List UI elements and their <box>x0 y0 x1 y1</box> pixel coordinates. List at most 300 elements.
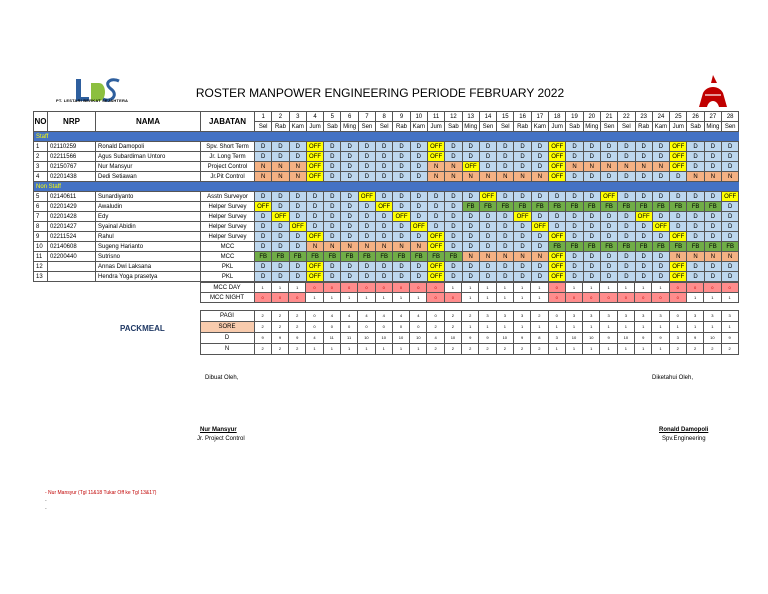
shift-cell: D <box>583 152 600 162</box>
employee-name: Annas Dwi Laksana <box>96 262 201 272</box>
packmeal-value: 10 <box>444 333 461 344</box>
shift-cell: D <box>272 242 289 252</box>
shift-cell: D <box>497 142 514 152</box>
shift-cell: OFF <box>549 232 566 242</box>
day-name: Ming <box>583 122 600 132</box>
blank-cell <box>33 344 200 355</box>
shift-cell: D <box>479 162 496 172</box>
shift-cell: D <box>704 232 721 242</box>
shift-cell: D <box>324 192 341 202</box>
shift-cell: D <box>687 192 704 202</box>
packmeal-value: 2 <box>254 322 271 333</box>
shift-cell: D <box>255 272 272 282</box>
packmeal-value: 0 <box>340 322 357 333</box>
shift-cell: N <box>306 242 323 252</box>
employee-position: Project Control <box>201 162 255 172</box>
shift-cell: OFF <box>410 222 427 232</box>
shift-cell: D <box>549 212 566 222</box>
packmeal-value: 1 <box>513 322 530 333</box>
packmeal-value: 2 <box>271 322 288 333</box>
shift-cell: D <box>635 172 652 182</box>
employee-position: Helper Survey <box>201 202 255 212</box>
shift-cell: D <box>341 172 358 182</box>
day-number: 12 <box>445 112 462 122</box>
employee-nrp: 02110259 <box>48 142 96 152</box>
shift-cell: D <box>635 232 652 242</box>
shift-cell: FB <box>410 252 427 262</box>
shift-cell: D <box>462 262 479 272</box>
mcc-value: 0 <box>704 283 721 293</box>
shift-cell: D <box>497 152 514 162</box>
shift-cell: FB <box>670 242 687 252</box>
shift-cell: D <box>324 222 341 232</box>
shift-cell: D <box>566 142 583 152</box>
packmeal-value: 1 <box>617 344 634 355</box>
packmeal-value: 3 <box>548 333 565 344</box>
shift-cell: D <box>618 262 635 272</box>
shift-cell: FB <box>635 242 652 252</box>
shift-cell: D <box>445 142 462 152</box>
employee-name: Sutrisno <box>96 252 201 262</box>
shift-cell: FB <box>618 242 635 252</box>
shift-cell: N <box>600 162 617 172</box>
table-row <box>34 262 739 272</box>
day-number: 1 <box>255 112 272 122</box>
shift-cell: D <box>410 162 427 172</box>
day-number: 18 <box>549 112 566 122</box>
shift-cell: OFF <box>462 162 479 172</box>
mcc-label: MCC DAY <box>200 283 254 293</box>
mcc-value: 1 <box>531 293 548 303</box>
shift-cell: D <box>566 212 583 222</box>
shift-cell: D <box>722 162 739 172</box>
shift-cell: D <box>306 192 323 202</box>
shift-cell: D <box>722 142 739 152</box>
table-row <box>34 232 739 242</box>
note-line: - Nur Mansyur (Tgl 11&18 Tukar Off ke Tgl 13&17) <box>45 490 157 496</box>
employee-position: Helper Survey <box>201 212 255 222</box>
prepared-by-title: Jr. Project Control <box>197 436 245 442</box>
shift-cell: D <box>704 262 721 272</box>
shift-cell: D <box>255 212 272 222</box>
shift-cell: D <box>462 192 479 202</box>
mcc-value: 1 <box>340 293 357 303</box>
row-number: 5 <box>34 192 48 202</box>
shift-cell: OFF <box>427 152 444 162</box>
shift-cell: FB <box>635 202 652 212</box>
day-number: 2 <box>272 112 289 122</box>
day-name: Jum <box>427 122 444 132</box>
shift-cell: D <box>289 142 306 152</box>
shift-cell: N <box>479 172 496 182</box>
shift-cell: D <box>272 152 289 162</box>
shift-cell: OFF <box>722 192 739 202</box>
shift-cell: OFF <box>306 162 323 172</box>
packmeal-value: 10 <box>358 333 375 344</box>
mcc-value: 1 <box>600 283 617 293</box>
shift-cell: D <box>289 152 306 162</box>
row-number: 12 <box>34 262 48 272</box>
shift-cell: N <box>255 172 272 182</box>
row-number: 3 <box>34 162 48 172</box>
mcc-value: 1 <box>306 293 323 303</box>
shift-cell: FB <box>704 202 721 212</box>
shift-cell: OFF <box>255 202 272 212</box>
packmeal-value: 1 <box>548 344 565 355</box>
packmeal-value: 2 <box>531 344 548 355</box>
shift-cell: D <box>497 212 514 222</box>
packmeal-value: 1 <box>652 344 669 355</box>
shift-cell: OFF <box>306 152 323 162</box>
packmeal-value: 3 <box>513 311 530 322</box>
shift-cell: FB <box>583 242 600 252</box>
mcc-value: 1 <box>583 283 600 293</box>
mcc-value: 1 <box>392 293 409 303</box>
shift-cell: D <box>289 232 306 242</box>
shift-cell: D <box>462 212 479 222</box>
employee-position: MCC <box>201 252 255 262</box>
shift-cell: D <box>289 242 306 252</box>
mcc-value: 0 <box>652 293 669 303</box>
shift-cell: OFF <box>635 212 652 222</box>
shift-cell: D <box>289 202 306 212</box>
packmeal-value: 10 <box>496 333 513 344</box>
mcc-value: 1 <box>652 283 669 293</box>
shift-cell: D <box>635 192 652 202</box>
mcc-value: 1 <box>479 293 496 303</box>
shift-cell: D <box>376 152 393 162</box>
mcc-value: 1 <box>496 283 513 293</box>
packmeal-value: 10 <box>392 333 409 344</box>
shift-cell: D <box>497 242 514 252</box>
table-row <box>34 162 739 172</box>
mcc-value: 1 <box>479 283 496 293</box>
shift-cell: D <box>445 152 462 162</box>
shift-cell: D <box>376 232 393 242</box>
day-number: 19 <box>566 112 583 122</box>
shift-cell: D <box>722 152 739 162</box>
shift-cell: D <box>618 172 635 182</box>
shift-cell: D <box>566 152 583 162</box>
document-title: ROSTER MANPOWER ENGINEERING PERIODE FEBRUARY 2022 <box>195 86 565 100</box>
section-label: Staff <box>34 132 739 142</box>
packmeal-value: 4 <box>392 311 409 322</box>
shift-cell: D <box>289 192 306 202</box>
packmeal-value: 1 <box>565 322 582 333</box>
packmeal-value: 1 <box>358 344 375 355</box>
shift-cell: OFF <box>670 262 687 272</box>
shift-cell: D <box>376 142 393 152</box>
packmeal-value: 0 <box>669 311 686 322</box>
shift-cell: D <box>618 272 635 282</box>
packmeal-value: 2 <box>496 344 513 355</box>
header-row <box>34 112 739 122</box>
packmeal-value: 4 <box>323 311 340 322</box>
shift-cell: D <box>393 192 410 202</box>
shift-cell: D <box>635 142 652 152</box>
shift-cell: D <box>324 152 341 162</box>
packmeal-row <box>33 311 738 322</box>
shift-cell: OFF <box>549 142 566 152</box>
shift-cell: D <box>652 172 669 182</box>
shift-cell: D <box>635 222 652 232</box>
employee-nrp: 02211566 <box>48 152 96 162</box>
packmeal-value: 3 <box>652 311 669 322</box>
shift-cell: D <box>687 222 704 232</box>
shift-cell: FB <box>687 202 704 212</box>
packmeal-value: 10 <box>583 333 600 344</box>
packmeal-value: 0 <box>392 322 409 333</box>
shift-cell: OFF <box>427 272 444 282</box>
packmeal-value: 4 <box>410 311 427 322</box>
packmeal-value: 4 <box>358 311 375 322</box>
shift-cell: D <box>462 242 479 252</box>
shift-cell: D <box>600 262 617 272</box>
row-number: 7 <box>34 212 48 222</box>
shift-cell: D <box>687 262 704 272</box>
shift-cell: D <box>566 262 583 272</box>
shift-cell: D <box>445 202 462 212</box>
shift-cell: D <box>341 232 358 242</box>
employee-name: Ronald Damopoli <box>96 142 201 152</box>
shift-cell: D <box>393 262 410 272</box>
shift-cell: D <box>566 222 583 232</box>
shift-cell: D <box>722 202 739 212</box>
shift-cell: FB <box>566 202 583 212</box>
shift-cell: D <box>687 152 704 162</box>
mcc-value: 0 <box>721 283 738 293</box>
shift-cell: D <box>531 262 548 272</box>
shift-cell: D <box>358 152 375 162</box>
table-row <box>34 222 739 232</box>
day-number: 20 <box>583 112 600 122</box>
packmeal-value: 4 <box>427 333 444 344</box>
mcc-value: 0 <box>289 293 306 303</box>
mcc-value: 0 <box>669 283 686 293</box>
mcc-value: 1 <box>289 283 306 293</box>
acknowledged-by-name: Ronald Damopoli <box>659 427 709 433</box>
shift-cell: FB <box>549 202 566 212</box>
note-line: - <box>45 506 47 512</box>
shift-cell: D <box>427 192 444 202</box>
packmeal-value: 1 <box>375 344 392 355</box>
packmeal-value: 3 <box>704 311 721 322</box>
employee-name: Nur Mansyur <box>96 162 201 172</box>
shift-cell: D <box>600 212 617 222</box>
client-logo <box>697 73 729 109</box>
shift-cell: D <box>479 242 496 252</box>
shift-cell: N <box>445 162 462 172</box>
shift-cell: D <box>583 192 600 202</box>
shift-cell: N <box>289 172 306 182</box>
mcc-row-day <box>33 283 738 293</box>
shift-cell: OFF <box>600 192 617 202</box>
shift-cell: D <box>618 192 635 202</box>
day-name: Sen <box>479 122 496 132</box>
shift-cell: N <box>652 162 669 172</box>
row-number: 4 <box>34 172 48 182</box>
shift-cell: N <box>324 242 341 252</box>
packmeal-value: 2 <box>444 322 461 333</box>
shift-cell: D <box>324 232 341 242</box>
shift-cell: D <box>704 212 721 222</box>
mcc-value: 0 <box>375 283 392 293</box>
col-header-jabatan: JABATAN <box>201 112 255 132</box>
shift-cell: D <box>341 202 358 212</box>
shift-cell: OFF <box>670 162 687 172</box>
shift-cell: D <box>635 272 652 282</box>
shift-cell: D <box>531 272 548 282</box>
packmeal-value: 9 <box>686 333 703 344</box>
roster-table <box>33 111 739 282</box>
packmeal-value: 3 <box>583 311 600 322</box>
shift-cell: OFF <box>427 142 444 152</box>
mcc-value: 1 <box>686 293 703 303</box>
shift-cell: D <box>687 272 704 282</box>
shift-cell: FB <box>652 242 669 252</box>
packmeal-value: 0 <box>358 322 375 333</box>
employee-position: Asstn Surveyor <box>201 192 255 202</box>
shift-cell: D <box>324 262 341 272</box>
shift-cell: D <box>566 172 583 182</box>
mcc-value: 1 <box>513 293 530 303</box>
packmeal-value: 1 <box>583 344 600 355</box>
shift-cell: D <box>514 232 531 242</box>
employee-nrp: 02201429 <box>48 202 96 212</box>
packmeal-value: 2 <box>254 344 271 355</box>
shift-cell: OFF <box>531 222 548 232</box>
shift-cell: D <box>566 232 583 242</box>
mcc-value: 0 <box>358 283 375 293</box>
shift-cell: D <box>341 142 358 152</box>
shift-cell: D <box>704 142 721 152</box>
packmeal-value: 11 <box>340 333 357 344</box>
shift-cell: D <box>324 142 341 152</box>
col-header-nrp: NRP <box>48 112 96 132</box>
employee-nrp: 02150767 <box>48 162 96 172</box>
employee-nrp: 02201438 <box>48 172 96 182</box>
shift-cell: D <box>531 142 548 152</box>
packmeal-value: 2 <box>704 344 721 355</box>
mcc-value: 0 <box>583 293 600 303</box>
mcc-value: 1 <box>704 293 721 303</box>
mcc-value: 1 <box>496 293 513 303</box>
packmeal-value: 1 <box>392 344 409 355</box>
shift-cell: N <box>583 162 600 172</box>
packmeal-value: 9 <box>513 333 530 344</box>
mcc-row-night <box>33 293 738 303</box>
table-row <box>34 252 739 262</box>
packmeal-value: 2 <box>254 311 271 322</box>
shift-cell: D <box>566 192 583 202</box>
packmeal-value: 1 <box>600 322 617 333</box>
shift-cell: D <box>583 222 600 232</box>
shift-cell: D <box>445 242 462 252</box>
blank-cell <box>33 283 200 293</box>
shift-cell: N <box>497 252 514 262</box>
packmeal-value: 3 <box>600 311 617 322</box>
shift-cell: OFF <box>652 222 669 232</box>
shift-cell: D <box>618 252 635 262</box>
shift-cell: D <box>324 202 341 212</box>
packmeal-value: 1 <box>462 322 479 333</box>
packmeal-label: N <box>200 344 254 355</box>
shift-cell: N <box>376 242 393 252</box>
day-name: Jum <box>670 122 687 132</box>
packmeal-value: 0 <box>375 322 392 333</box>
table-row <box>34 172 739 182</box>
day-number: 25 <box>670 112 687 122</box>
shift-cell: OFF <box>306 262 323 272</box>
shift-cell: D <box>462 152 479 162</box>
shift-cell: D <box>272 192 289 202</box>
section-label: Non Staff <box>34 182 739 192</box>
shift-cell: D <box>566 272 583 282</box>
mcc-value: 0 <box>565 293 582 303</box>
shift-cell: D <box>358 272 375 282</box>
shift-cell: D <box>479 232 496 242</box>
shift-cell: FB <box>306 252 323 262</box>
shift-cell: N <box>462 252 479 262</box>
shift-cell: OFF <box>549 252 566 262</box>
shift-cell: D <box>358 212 375 222</box>
day-number: 3 <box>289 112 306 122</box>
packmeal-value: 10 <box>375 333 392 344</box>
shift-cell: D <box>410 142 427 152</box>
shift-cell: D <box>652 152 669 162</box>
packmeal-value: 9 <box>462 333 479 344</box>
employee-position: Helper Survey <box>201 232 255 242</box>
day-name: Ming <box>462 122 479 132</box>
packmeal-value: 2 <box>289 311 306 322</box>
shift-cell: D <box>497 222 514 232</box>
shift-cell: D <box>393 232 410 242</box>
shift-cell: D <box>462 142 479 152</box>
mcc-value: 1 <box>271 283 288 293</box>
shift-cell: D <box>531 162 548 172</box>
packmeal-value: 10 <box>617 333 634 344</box>
packmeal-value: 1 <box>721 322 738 333</box>
shift-cell: FB <box>479 202 496 212</box>
day-number: 11 <box>427 112 444 122</box>
packmeal-value: 9 <box>254 333 271 344</box>
shift-cell: D <box>600 232 617 242</box>
shift-cell: D <box>255 242 272 252</box>
packmeal-value: 10 <box>565 333 582 344</box>
shift-cell: D <box>514 222 531 232</box>
shift-cell: FB <box>462 202 479 212</box>
packmeal-value: 3 <box>686 311 703 322</box>
employee-nrp: 02201428 <box>48 212 96 222</box>
shift-cell: FB <box>255 252 272 262</box>
shift-cell: D <box>497 262 514 272</box>
shift-cell: D <box>341 212 358 222</box>
packmeal-value: 2 <box>444 311 461 322</box>
shift-cell: OFF <box>549 272 566 282</box>
day-number: 21 <box>600 112 617 122</box>
shift-cell: D <box>600 272 617 282</box>
packmeal-value: 9 <box>289 333 306 344</box>
shift-cell: D <box>531 212 548 222</box>
packmeal-row <box>33 322 738 333</box>
shift-cell: D <box>341 152 358 162</box>
shift-cell: D <box>410 192 427 202</box>
shift-cell: FB <box>583 202 600 212</box>
shift-cell: N <box>410 242 427 252</box>
packmeal-value: 0 <box>427 311 444 322</box>
shift-cell: D <box>358 172 375 182</box>
prepared-by-caption: Dibuat Oleh, <box>205 375 239 381</box>
